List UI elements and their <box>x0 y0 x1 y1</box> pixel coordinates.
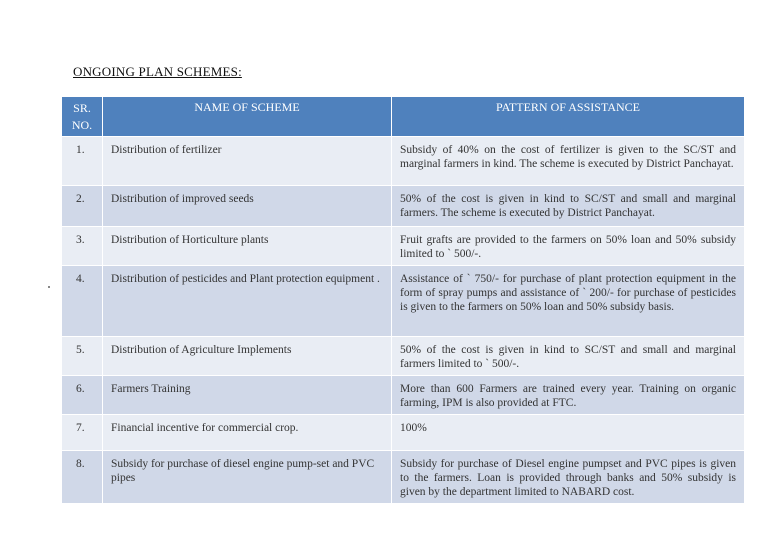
cell-pattern: Assistance of ` 750/- for purchase of plant protection equipment in the form of spray pumps and assistance of ` 200/- for purchase of pesticides is given to the farmers on 50% loan and 50% subsidy basis. <box>392 266 745 337</box>
cell-pattern: 50% of the cost is given in kind to SC/ST and small and marginal farmers. The scheme is executed by District Panchayat. <box>392 186 745 227</box>
cell-sr-no: 2. <box>62 186 103 227</box>
schemes-table <box>61 96 745 504</box>
cell-pattern: 50% of the cost is given in kind to SC/ST and small and marginal farmers limited to ` 500/-. <box>392 337 745 376</box>
cell-scheme-name: Financial incentive for commercial crop. <box>103 415 392 451</box>
cell-scheme-name: Distribution of pesticides and Plant protection equipment . <box>103 266 392 337</box>
table-row <box>62 186 745 227</box>
cell-sr-no: 3. <box>62 227 103 266</box>
table-header <box>62 97 745 137</box>
stray-dot <box>48 286 50 288</box>
cell-sr-no: 8. <box>62 451 103 504</box>
table-row <box>62 227 745 266</box>
cell-scheme-name: Subsidy for purchase of diesel engine pump-set and PVC pipes <box>103 451 392 504</box>
table-row <box>62 415 745 451</box>
cell-scheme-name: Farmers Training <box>103 376 392 415</box>
cell-sr-no: 6. <box>62 376 103 415</box>
page-title: ONGOING PLAN SCHEMES: <box>73 64 242 79</box>
header-sr-no: SR. NO. <box>62 97 103 137</box>
cell-pattern: More than 600 Farmers are trained every year. Training on organic farming, IPM is also provided at FTC. <box>392 376 745 415</box>
table-row <box>62 337 745 376</box>
cell-scheme-name: Distribution of Agriculture Implements <box>103 337 392 376</box>
cell-pattern: 100% <box>392 415 745 451</box>
table-row <box>62 376 745 415</box>
table-row <box>62 137 745 186</box>
cell-scheme-name: Distribution of Horticulture plants <box>103 227 392 266</box>
header-row <box>62 97 745 137</box>
header-pattern-of-assistance: PATTERN OF ASSISTANCE <box>392 97 745 137</box>
header-name-of-scheme: NAME OF SCHEME <box>103 97 392 137</box>
table-row <box>62 451 745 504</box>
cell-pattern: Fruit grafts are provided to the farmers on 50% loan and 50% subsidy limited to ` 500/-. <box>392 227 745 266</box>
cell-sr-no: 4. <box>62 266 103 337</box>
table-body <box>62 137 745 504</box>
cell-pattern: Subsidy for purchase of Diesel engine pumpset and PVC pipes is given to the farmers. Loan is provided through banks and 50% subsidy is given by the department limited to NABARD cost. <box>392 451 745 504</box>
cell-sr-no: 5. <box>62 337 103 376</box>
cell-scheme-name: Distribution of fertilizer <box>103 137 392 186</box>
cell-sr-no: 1. <box>62 137 103 186</box>
table-row <box>62 266 745 337</box>
cell-scheme-name: Distribution of improved seeds <box>103 186 392 227</box>
cell-sr-no: 7. <box>62 415 103 451</box>
cell-pattern: Subsidy of 40% on the cost of fertilizer is given to the SC/ST and marginal farmers in kind. The scheme is executed by District Panchayat. <box>392 137 745 186</box>
